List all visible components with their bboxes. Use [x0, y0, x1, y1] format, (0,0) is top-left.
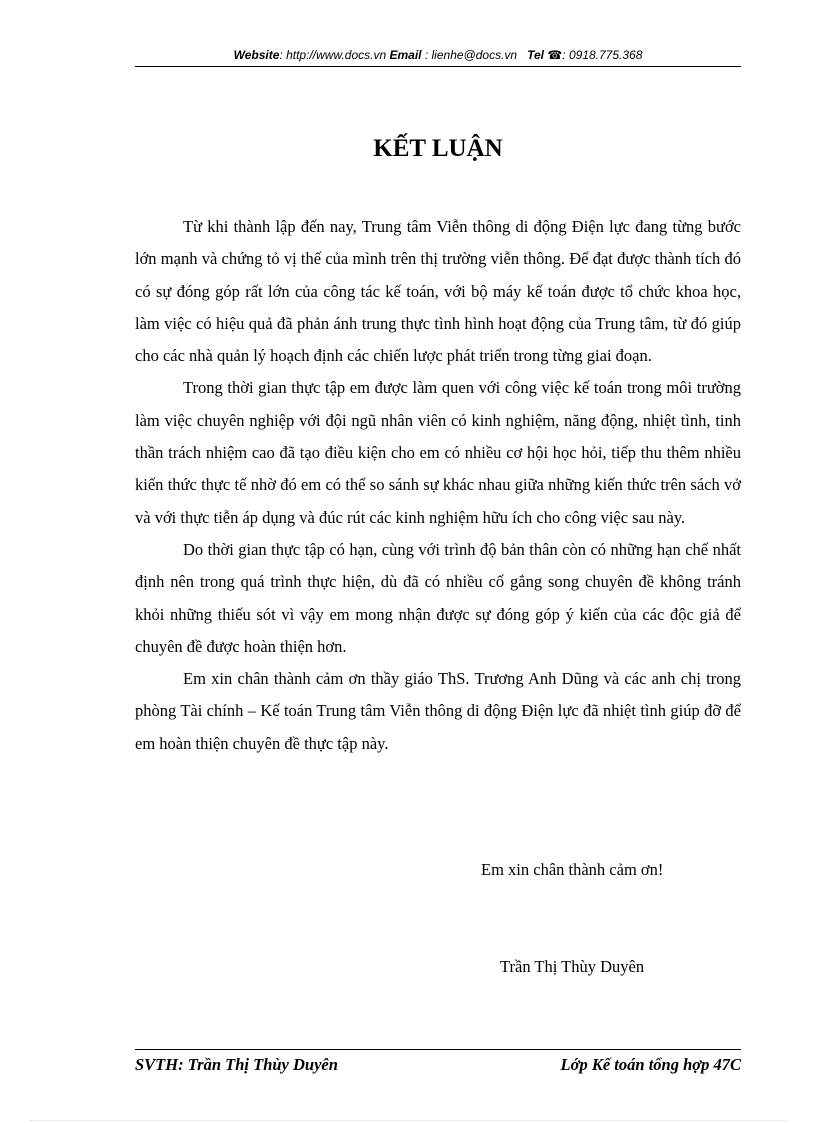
- footer-divider: [135, 1049, 741, 1050]
- closing-line: Em xin chân thành cảm ơn!: [481, 860, 664, 879]
- footer-class: Lớp Kế toán tổng hợp 47C: [560, 1055, 741, 1074]
- email-label: Email: [389, 48, 422, 62]
- tel-label: Tel: [527, 48, 544, 62]
- header-divider: [135, 66, 741, 67]
- footer-student: SVTH: Trần Thị Thùy Duyên: [135, 1055, 338, 1074]
- page-bottom-divider: [30, 1120, 786, 1121]
- signature-name: Trần Thị Thùy Duyên: [500, 957, 645, 976]
- paragraph: Do thời gian thực tập có hạn, cùng với trình độ bản thân còn có những hạn chế nhất định nên trong quá trình thực hiện, dù đã có nhiều cố gắng song chuyên đề không tránh khỏi những thiếu sót vì vậy em mong nhận được sự đóng góp ý kiến của các độc giả để chuyên đề được hoàn thiện hơn.: [135, 539, 741, 656]
- phone-icon: ☎: [547, 48, 563, 62]
- body-text: [135, 211, 741, 760]
- paragraph: Từ khi thành lập đến nay, Trung tâm Viễn thông di động Điện lực đang từng bước lớn mạnh và chứng tỏ vị thế của mình trên thị trường viễn thông. Để đạt được thành tích đó có sự đóng góp rất lớn của công tác kế toán, với bộ máy kế toán được tổ chức khoa học, làm việc có hiệu quả đã phản ánh trung thực tình hình hoạt động của Trung tâm, từ đó giúp cho các nhà quản lý hoạch định các chiến lược phát triển trong từng giai đoạn.: [135, 217, 741, 366]
- page-title: KẾT LUẬN: [373, 135, 503, 162]
- page-header: [135, 47, 741, 63]
- tel-value: : 0918.775.368: [562, 48, 643, 62]
- paragraph: Trong thời gian thực tập em được làm quen với công việc kế toán trong môi trường làm việc chuyên nghiệp với đội ngũ nhân viên có kinh nghiệm, năng động, nhiệt tình, tinh thần trách nhiệm cao đã tạo điều kiện cho em có nhiều cơ hội học hỏi, tiếp thu thêm nhiều kiến thức thực tế nhờ đó em có thể so sánh sự khác nhau giữa những kiến thức trên sách vở và với thực tiễn áp dụng và đúc rút các kinh nghiệm hữu ích cho công việc sau này.: [135, 378, 741, 527]
- website-value: : http://www.docs.vn: [279, 48, 387, 62]
- page-footer: [135, 1054, 741, 1076]
- website-label: Website: [233, 48, 280, 62]
- paragraph: Em xin chân thành cảm ơn thầy giáo ThS. Trương Anh Dũng và các anh chị trong phòng Tài chính – Kế toán Trung tâm Viễn thông di động Điện lực đã nhiệt tình giúp đỡ để em hoàn thiện chuyên đề thực tập này.: [135, 669, 741, 753]
- email-value: : lienhe@docs.vn: [424, 48, 518, 62]
